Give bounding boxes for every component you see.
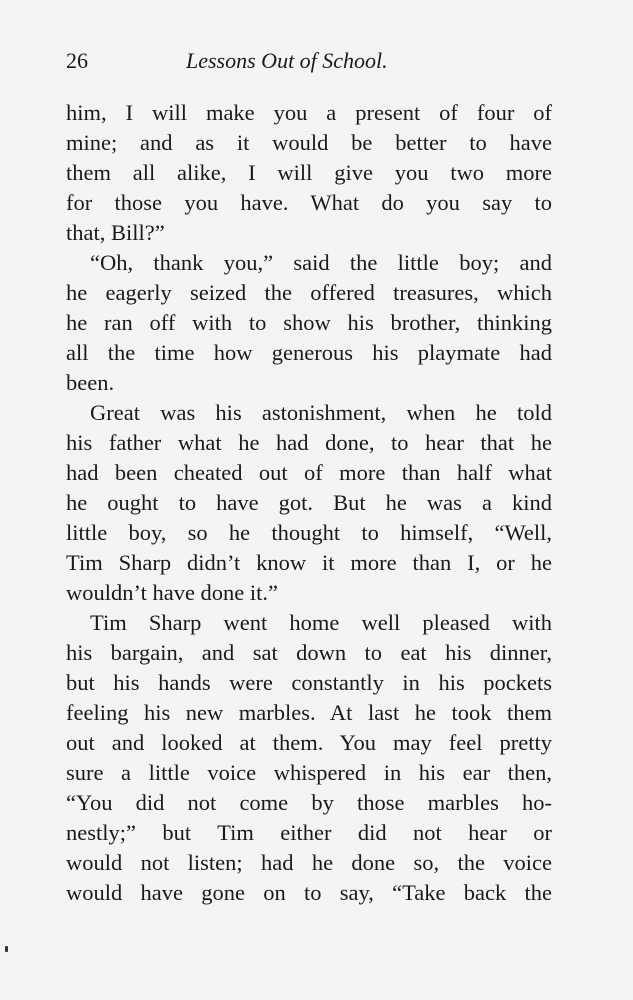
- text-line: Great was his astonishment, when he told: [90, 400, 552, 425]
- text-line: but his hands were constantly in his pockets: [66, 670, 552, 695]
- text-line: little boy, so he thought to himself, “Well,: [66, 520, 552, 545]
- text-line: mine; and as it would be better to have: [66, 130, 552, 155]
- text-line: had been cheated out of more than half what: [66, 460, 552, 485]
- text-line: nestly;” but Tim either did not hear or: [66, 820, 552, 845]
- body-text: [66, 98, 552, 908]
- text-line: all the time how generous his playmate had: [66, 340, 552, 365]
- text-line: he ran off with to show his brother, thinking: [66, 310, 552, 335]
- text-line: his bargain, and sat down to eat his dinner,: [66, 640, 552, 665]
- text-line: him, I will make you a present of four of: [66, 100, 552, 125]
- text-line: would have gone on to say, “Take back the: [66, 880, 552, 905]
- text-line: wouldn’t have done it.”: [66, 580, 279, 605]
- text-line: would not listen; had he done so, the voice: [66, 850, 552, 875]
- text-line: “Oh, thank you,” said the little boy; and: [90, 250, 552, 275]
- page-header: [66, 48, 552, 80]
- running-title: Lessons Out of School.: [186, 48, 388, 73]
- print-speck: [5, 946, 8, 952]
- text-line: Tim Sharp went home well pleased with: [90, 610, 552, 635]
- text-line: for those you have. What do you say to: [66, 190, 552, 215]
- text-line: “You did not come by those marbles ho-: [66, 790, 552, 815]
- text-line: he eagerly seized the offered treasures, which: [66, 280, 552, 305]
- text-line: them all alike, I will give you two more: [66, 160, 552, 185]
- text-line: his father what he had done, to hear that he: [66, 430, 552, 455]
- text-line: sure a little voice whispered in his ear then,: [66, 760, 552, 785]
- text-line: Tim Sharp didn’t know it more than I, or he: [66, 550, 552, 575]
- text-line: been.: [66, 370, 115, 395]
- text-line: he ought to have got. But he was a kind: [66, 490, 552, 515]
- text-line: that, Bill?”: [66, 220, 165, 245]
- page-number: 26: [66, 48, 88, 73]
- text-line: out and looked at them. You may feel pretty: [66, 730, 552, 755]
- text-line: feeling his new marbles. At last he took them: [66, 700, 552, 725]
